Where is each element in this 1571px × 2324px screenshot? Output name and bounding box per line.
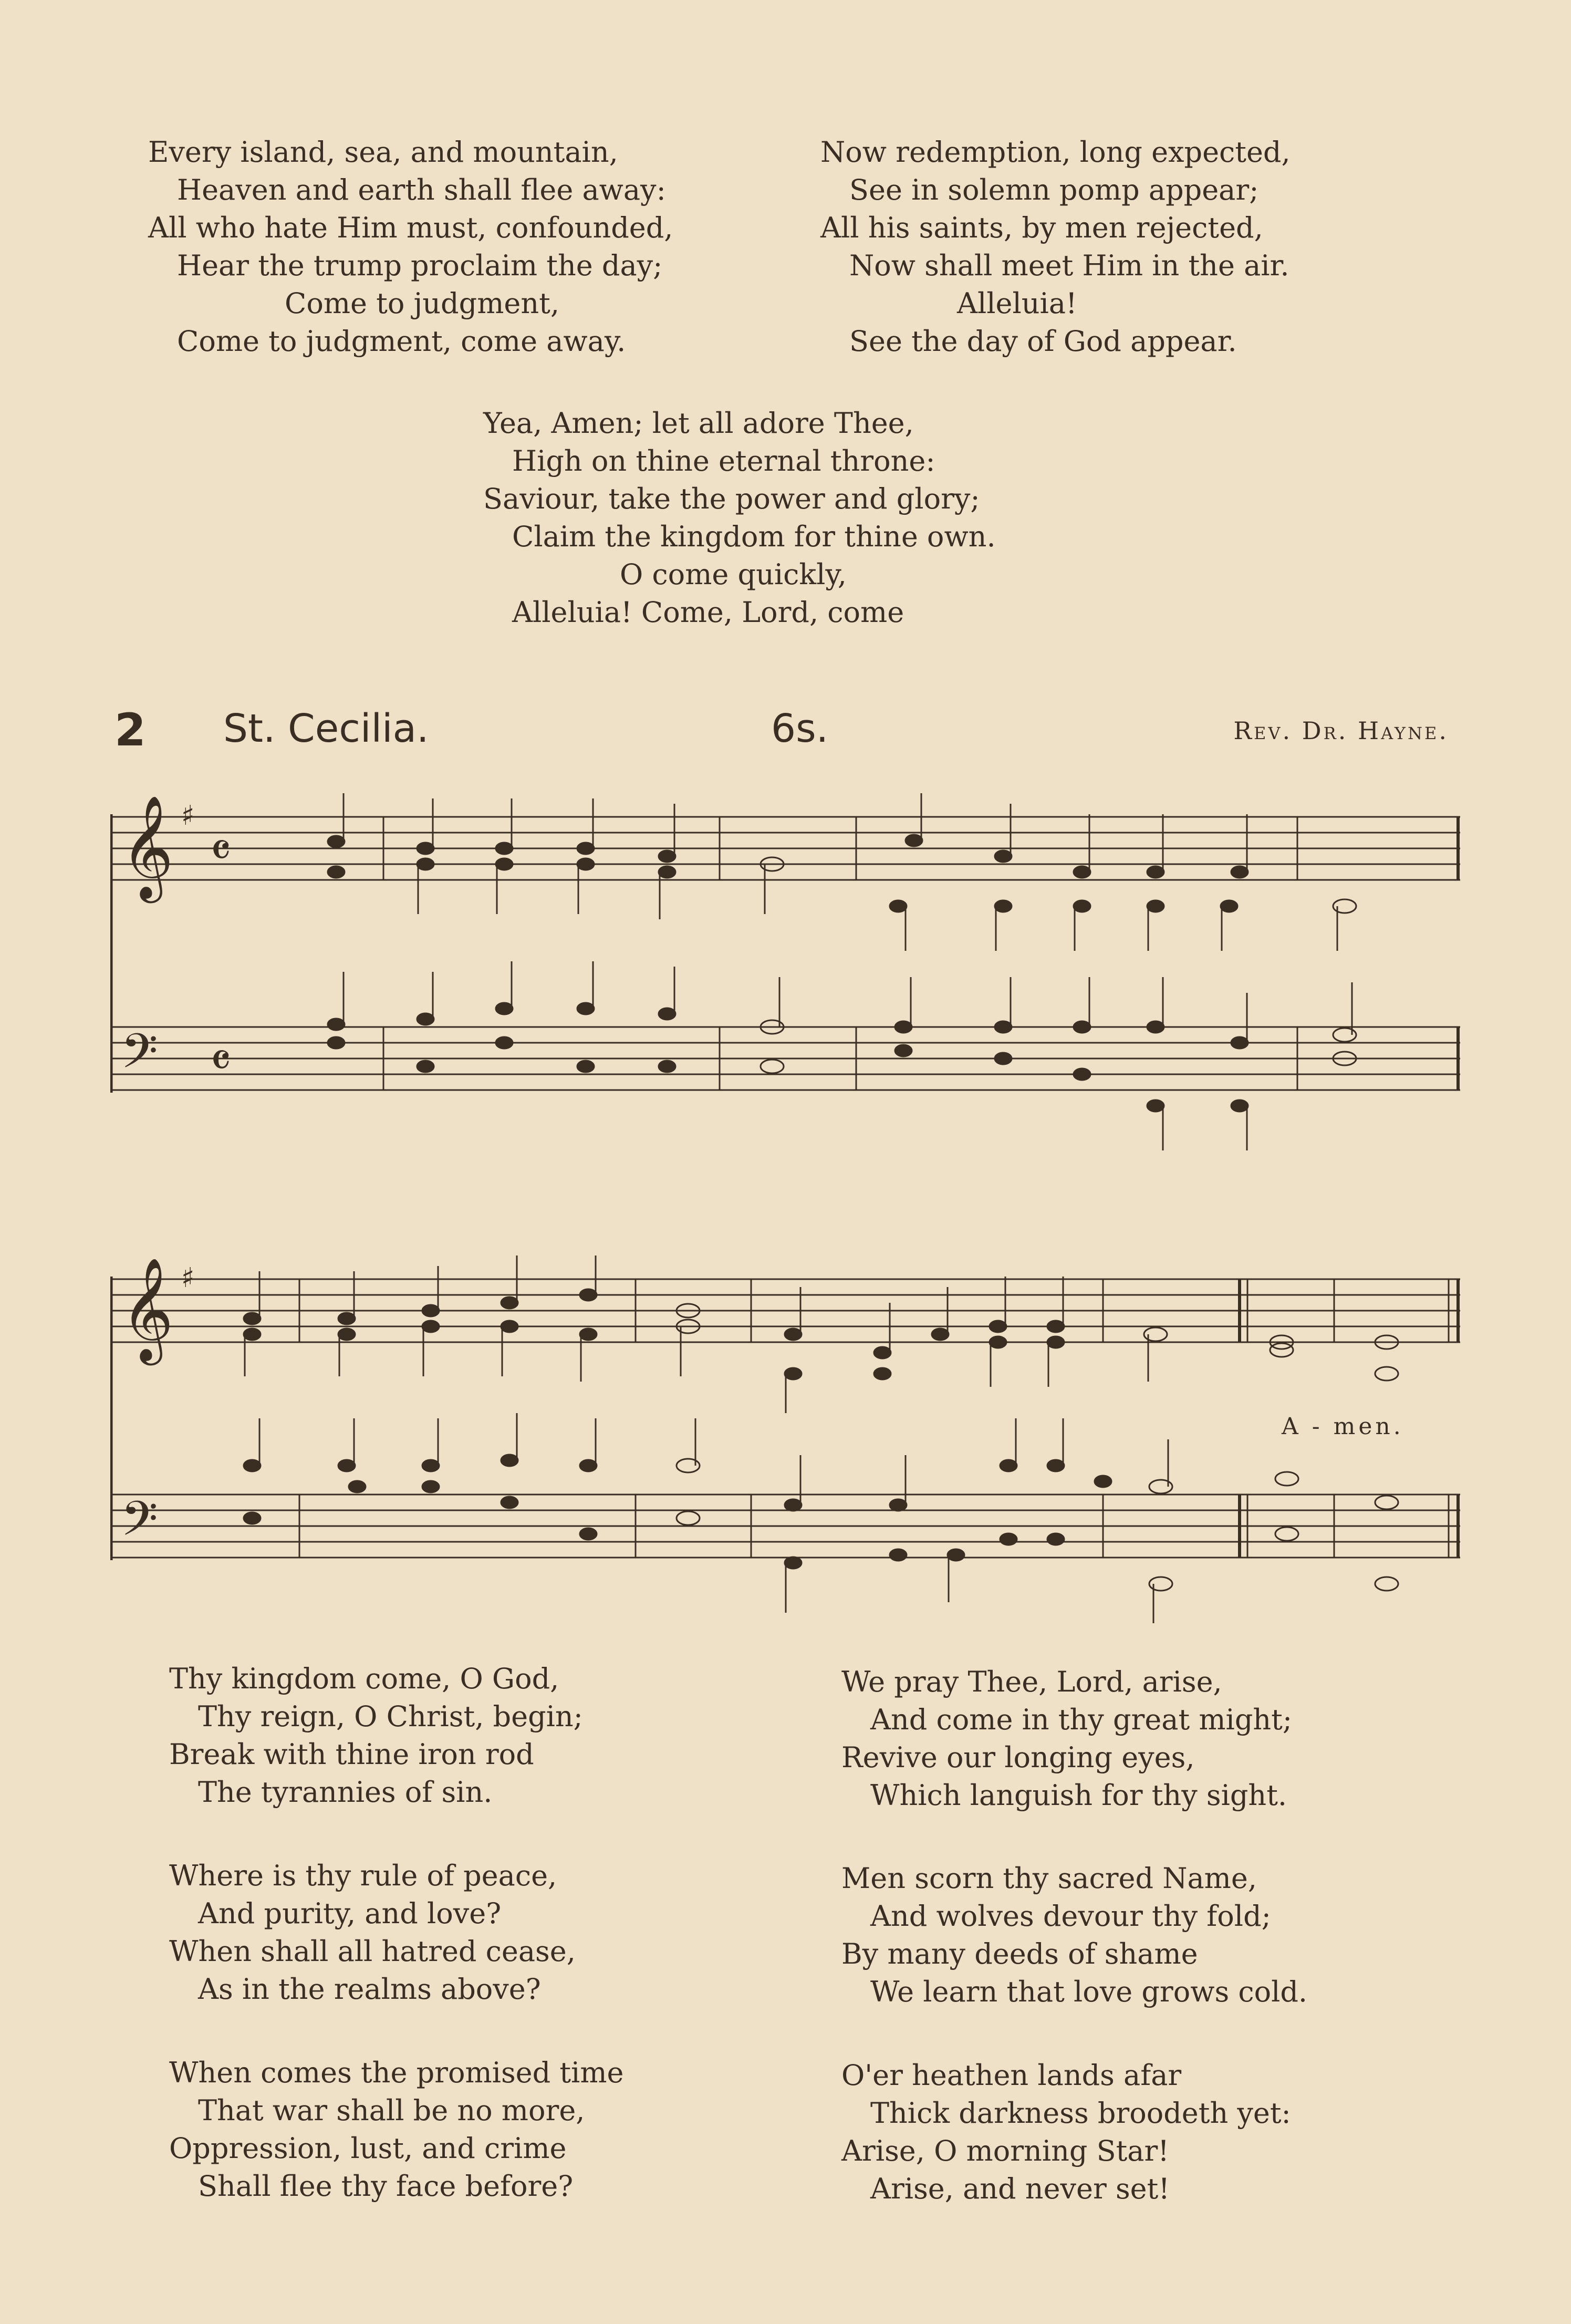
meter: 6s. bbox=[771, 706, 829, 751]
stanza-line: Every island, sea, and mountain, bbox=[148, 136, 618, 169]
verse-line: Arise, O morning Star! bbox=[841, 2134, 1170, 2167]
music-score-svg-1 bbox=[110, 793, 1465, 1171]
top-stanza-center bbox=[483, 404, 996, 631]
verse-line: Thick darkness broodeth yet: bbox=[870, 2097, 1291, 2130]
verse-line: The tyrannies of sin. bbox=[198, 1776, 493, 1809]
svg-text:𝄞: 𝄞 bbox=[121, 795, 174, 899]
verse-line: And purity, and love? bbox=[198, 1897, 502, 1930]
hymn-number: 2 bbox=[115, 704, 146, 756]
music-system-1 bbox=[110, 793, 1465, 1171]
stanza-line: Hear the trump proclaim the day; bbox=[177, 249, 663, 282]
music-system-2 bbox=[110, 1256, 1465, 1634]
stanza-line: Saviour, take the power and glory; bbox=[483, 482, 980, 515]
verse-line: Thy kingdom come, O God, bbox=[169, 1662, 559, 1695]
stanza-line: High on thine eternal throne: bbox=[512, 444, 935, 478]
stanza-line: Claim the kingdom for thine own. bbox=[512, 520, 996, 553]
verse-line: Men scorn thy sacred Name, bbox=[841, 1862, 1257, 1895]
verse-line: And wolves devour thy fold; bbox=[870, 1900, 1271, 1933]
stanza-line: Now shall meet Him in the air. bbox=[849, 249, 1289, 282]
verse-line: Shall flee thy face before? bbox=[198, 2170, 574, 2203]
verse-line: When shall all hatred cease, bbox=[169, 1935, 576, 1968]
verse-line: Thy reign, O Christ, begin; bbox=[198, 1700, 583, 1733]
tune-name: St. Cecilia. bbox=[223, 706, 429, 751]
verse-line: We pray Thee, Lord, arise, bbox=[841, 1665, 1222, 1698]
svg-text:♯: ♯ bbox=[181, 1262, 195, 1294]
verse-line: That war shall be no more, bbox=[198, 2094, 585, 2127]
music-score-svg-2 bbox=[110, 1256, 1465, 1634]
verse-2 bbox=[841, 1663, 1292, 1814]
verse-1 bbox=[169, 1660, 583, 1811]
amen-label: A - men. bbox=[1282, 1413, 1404, 1440]
svg-text:𝄢: 𝄢 bbox=[121, 1491, 158, 1558]
verse-6 bbox=[841, 2057, 1291, 2208]
stanza-line: Heaven and earth shall flee away: bbox=[177, 173, 666, 206]
verse-line: And come in thy great might; bbox=[870, 1703, 1293, 1736]
stanza-line: All who hate Him must, confounded, bbox=[148, 211, 673, 244]
stanza-line: O come quickly, bbox=[620, 558, 847, 591]
stanza-line: Alleluia! bbox=[957, 287, 1077, 320]
verse-line: Oppression, lust, and crime bbox=[169, 2132, 567, 2165]
verse-line: O'er heathen lands afar bbox=[841, 2059, 1182, 2092]
stanza-line: Come to judgment, come away. bbox=[177, 325, 626, 358]
verse-3 bbox=[169, 1857, 576, 2008]
svg-text:𝄞: 𝄞 bbox=[121, 1257, 174, 1361]
verse-line: Break with thine iron rod bbox=[169, 1738, 534, 1771]
stanza-line: Now redemption, long expected, bbox=[820, 136, 1291, 169]
top-stanza-left bbox=[148, 133, 673, 360]
svg-text:𝄴: 𝄴 bbox=[210, 823, 232, 878]
top-stanza-right bbox=[820, 133, 1291, 360]
verse-line: Which languish for thy sight. bbox=[870, 1779, 1287, 1812]
verse-5 bbox=[169, 2054, 623, 2205]
stanza-line: Yea, Amen; let all adore Thee, bbox=[483, 407, 914, 440]
verse-line: Where is thy rule of peace, bbox=[169, 1859, 557, 1892]
stanza-line: See in solemn pomp appear; bbox=[849, 173, 1259, 206]
stanza-line: Alleluia! Come, Lord, come bbox=[512, 596, 904, 629]
verse-line: Revive our longing eyes, bbox=[841, 1741, 1195, 1774]
stanza-line: All his saints, by men rejected, bbox=[820, 211, 1263, 244]
stanza-line: See the day of God appear. bbox=[849, 325, 1237, 358]
svg-text:𝄴: 𝄴 bbox=[210, 1033, 232, 1088]
hymn-header bbox=[115, 704, 1449, 756]
svg-text:𝄢: 𝄢 bbox=[121, 1023, 158, 1091]
svg-text:♯: ♯ bbox=[181, 800, 195, 832]
verse-line: By many deeds of shame bbox=[841, 1937, 1198, 1970]
author: Rev. Dr. Hayne. bbox=[1233, 717, 1449, 745]
verse-4 bbox=[841, 1860, 1307, 2011]
verse-line: We learn that love grows cold. bbox=[870, 1975, 1308, 2008]
verse-line: When comes the promised time bbox=[169, 2056, 624, 2089]
verse-line: Arise, and never set! bbox=[870, 2172, 1170, 2205]
verse-line: As in the realms above? bbox=[198, 1973, 541, 2006]
stanza-line: Come to judgment, bbox=[285, 287, 559, 320]
